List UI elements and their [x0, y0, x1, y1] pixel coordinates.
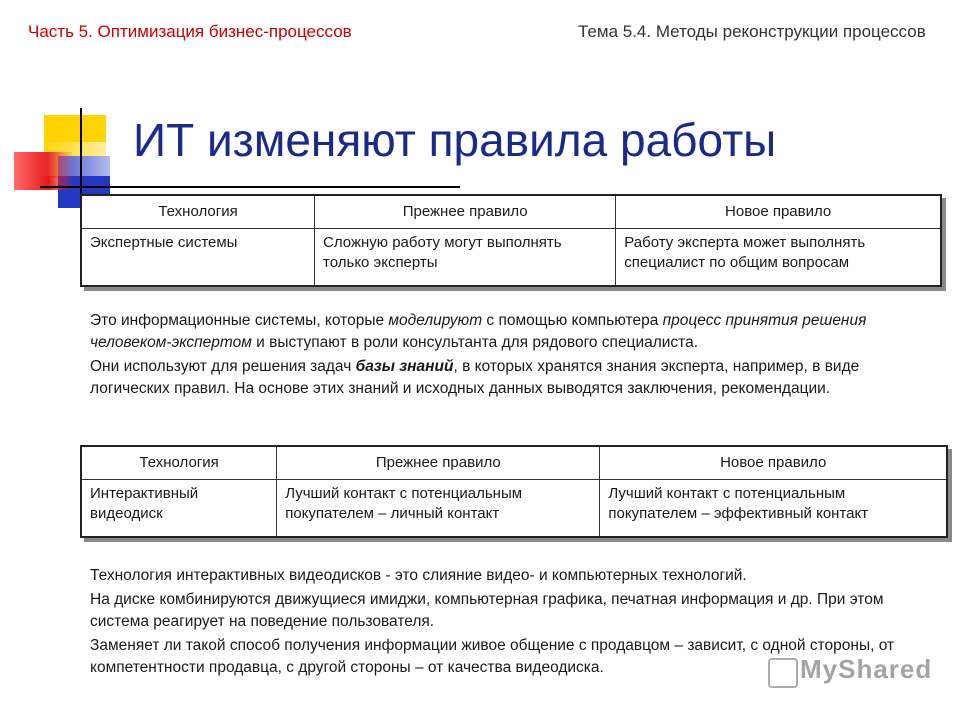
cell-new-rule: Работу эксперта может выполнять специалист по общим вопросам [616, 229, 941, 287]
cell-technology: Интерактивный видеодиск [81, 480, 277, 538]
paragraph-combination: На диске комбинируются движущиеся имиджи, компьютерная графика, печатная информация и др. При этом система реагирует на поведение пользователя. [90, 591, 884, 630]
col-header-old-rule: Прежнее правило [315, 195, 616, 229]
rules-table-expert-systems [80, 194, 942, 287]
slide-title: ИТ изменяют правила работы [133, 114, 777, 166]
col-header-technology: Технология [81, 446, 277, 480]
col-header-old-rule: Прежнее правило [277, 446, 600, 480]
paragraph-definition: Это информационные системы, которые моделируют с помощью компьютера процесс принятия решения человеком-экспертом и выступают в роли консультанта для рядового специалиста. [90, 312, 867, 351]
table-header-row [81, 446, 947, 480]
cell-new-rule: Лучший контакт с потенциальным покупателем – эффективный контакт [600, 480, 947, 538]
paragraph-technology: Технология интерактивных видеодисков - это слияние видео- и компьютерных технологий. [90, 567, 747, 584]
decor-fade [40, 142, 130, 176]
col-header-new-rule: Новое правило [600, 446, 947, 480]
table-row [81, 229, 941, 287]
paragraph-knowledge-bases: Они используют для решения задач базы знаний, в которых хранятся знания эксперта, например, в виде логических правил. На основе этих знаний и исходных данных выводятся заключения, рекомендации. [90, 358, 860, 397]
decor-horizontal-line [40, 186, 460, 188]
rules-table-videodisk [80, 445, 948, 538]
col-header-new-rule: Новое правило [616, 195, 941, 229]
watermark: MyShared [800, 654, 933, 684]
watermark-icon [768, 658, 798, 688]
paragraph-question: Заменяет ли такой способ получения информации живое общение с продавцом – зависит, с одной стороны, от компетентности продавца, с другой стороны – от качества видеодиска. [90, 637, 895, 676]
cell-technology: Экспертные системы [81, 229, 315, 287]
cell-old-rule: Сложную работу могут выполнять только эксперты [315, 229, 616, 287]
topic-header: Тема 5.4. Методы реконструкции процессов [578, 22, 926, 41]
col-header-technology: Технология [81, 195, 315, 229]
cell-old-rule: Лучший контакт с потенциальным покупателем – личный контакт [277, 480, 600, 538]
table-header-row [81, 195, 941, 229]
table-row [81, 480, 947, 538]
expert-systems-description [90, 310, 940, 400]
section-header: Часть 5. Оптимизация бизнес-процессов [28, 22, 352, 41]
